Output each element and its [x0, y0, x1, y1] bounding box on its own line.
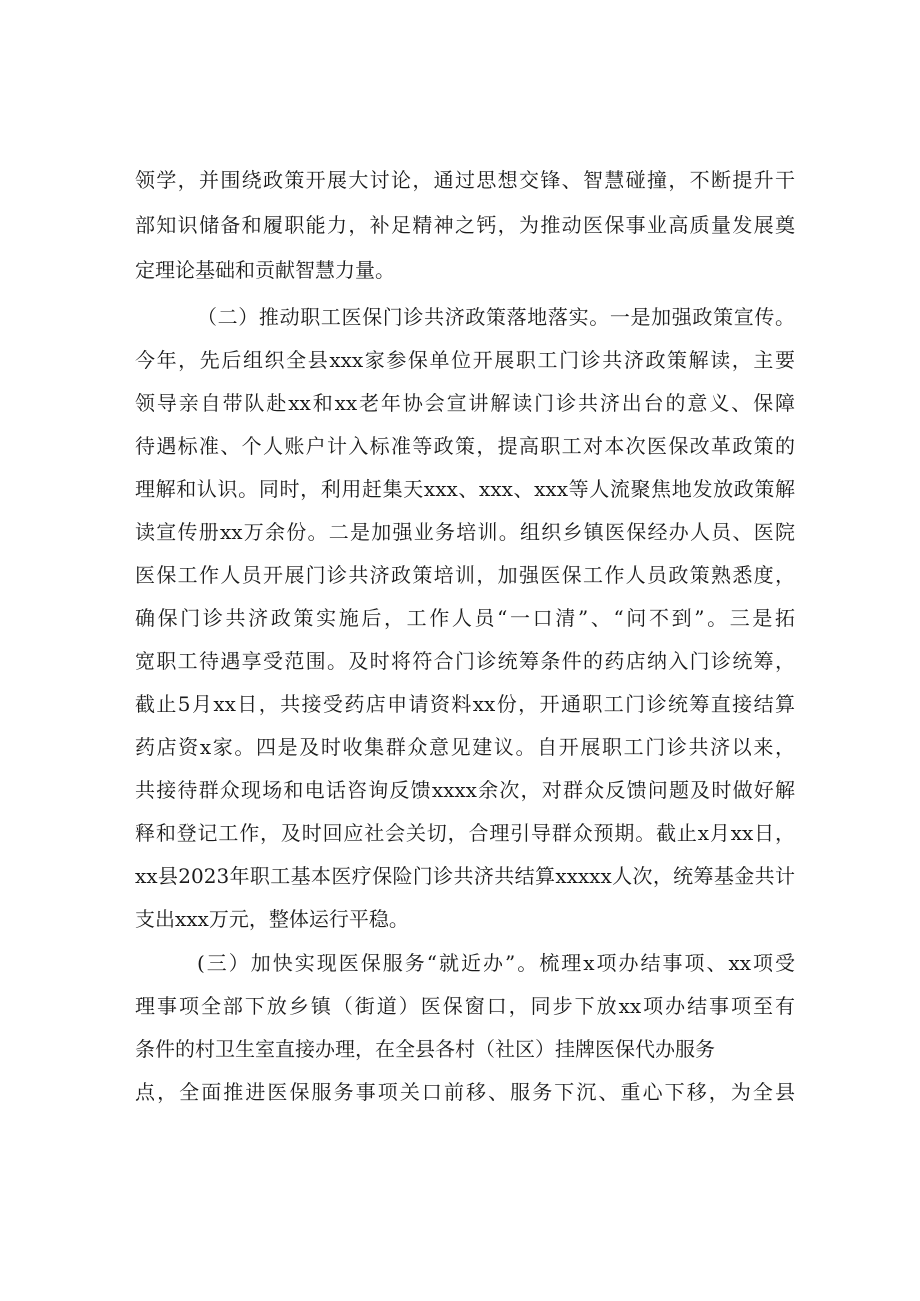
- paragraph-line: 医保工作人员开展门诊共济政策培训，加强医保工作人员政策熟悉度，: [135, 563, 795, 587]
- paragraph-line: 释和登记工作，及时回应社会关切，合理引导群众预期。截止x月xx日，: [135, 821, 795, 845]
- paragraph-line: （二）推动职工医保门诊共济政策落地落实。一是加强政策宣传。: [197, 305, 795, 329]
- paragraph-line: 今年，先后组织全县xxx家参保单位开展职工门诊共济政策解读，主要: [135, 348, 795, 372]
- paragraph-line: 领导亲自带队赴xx和xx老年协会宣讲解读门诊共济出台的意义、保障: [135, 391, 795, 415]
- paragraph-line: 待遇标准、个人账户计入标准等政策，提高职工对本次医保改革政策的: [135, 434, 795, 458]
- paragraph-line: 定理论基础和贡献智慧力量。: [135, 258, 395, 282]
- paragraph-line: 领学，并围绕政策开展大讨论，通过思想交锋、智慧碰撞，不断提升干: [135, 168, 795, 192]
- paragraph-line: 药店资x家。四是及时收集群众意见建议。自开展职工门诊共济以来，: [135, 735, 795, 759]
- paragraph-line: 条件的村卫生室直接办理，在全县各村（社区）挂牌医保代办服务: [135, 1037, 715, 1061]
- paragraph-line: 截止5月xx日，共接受药店申请资料xx份，开通职工门诊统筹直接结算: [135, 692, 795, 716]
- paragraph-line: 支出xxx万元，整体运行平稳。: [135, 907, 409, 931]
- paragraph-line: (三）加快实现医保服务“就近办”。梳理x项办结事项、xx项受: [197, 951, 795, 975]
- paragraph-line: 共接待群众现场和电话咨询反馈xxxx余次，对群众反馈问题及时做好解: [135, 778, 795, 802]
- paragraph-line: 理解和认识。同时，利用赶集天xxx、xxx、xxx等人流聚焦地发放政策解: [135, 477, 795, 501]
- paragraph-line: 确保门诊共济政策实施后，工作人员“一口清”、“问不到”。三是拓: [135, 606, 795, 630]
- paragraph-line: 理事项全部下放乡镇（街道）医保窗口，同步下放xx项办结事项至有: [135, 994, 795, 1018]
- paragraph-line: xx县2023年职工基本医疗保险门诊共济共结算xxxxx人次，统筹基金共计: [135, 864, 795, 888]
- paragraph-line: 读宣传册xx万余份。二是加强业务培训。组织乡镇医保经办人员、医院: [135, 520, 795, 544]
- paragraph-line: 部知识储备和履职能力，补足精神之钙，为推动医保事业高质量发展奠: [135, 213, 795, 237]
- paragraph-line: 点，全面推进医保服务事项关口前移、服务下沉、重心下移，为全县: [135, 1080, 795, 1104]
- paragraph-line: 宽职工待遇享受范围。及时将符合门诊统筹条件的药店纳入门诊统筹，: [135, 649, 795, 673]
